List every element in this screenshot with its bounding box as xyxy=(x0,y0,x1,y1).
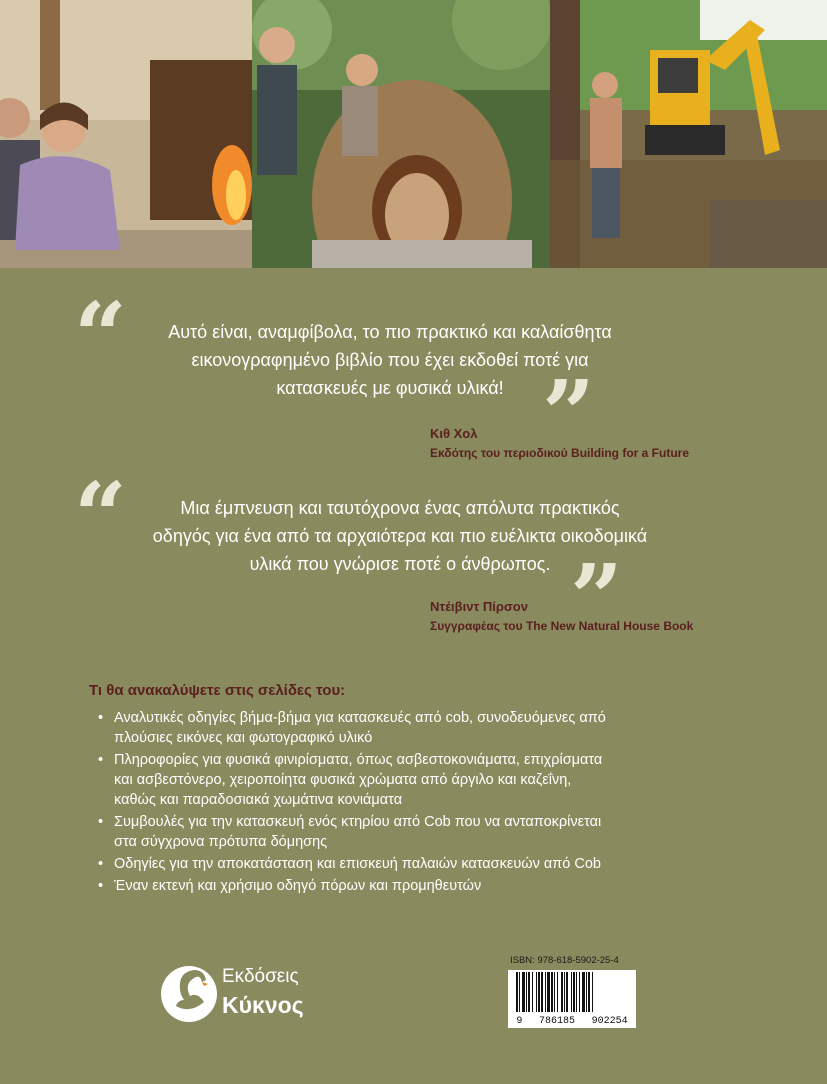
list-item-line: • Έναν εκτενή και χρήσιμο οδηγό πόρων και προμηθευτών xyxy=(114,878,482,894)
barcode-digit-group: 9 xyxy=(516,1016,523,1027)
quote-line: εικονογραφημένο βιβλίο που έχει εκδοθεί ποτέ για xyxy=(191,350,589,370)
list-item-line: • Οδηγίες για την αποκατάσταση και επισκευή παλαιών κατασκευών από Cob xyxy=(114,856,601,872)
quote-line: Μια έμπνευση και ταυτόχρονα ένας απόλυτα πρακτικός xyxy=(180,498,620,518)
photo-building-cob-oven xyxy=(252,0,550,268)
list-item-line: στα σύγχρονα πρότυπα δόμησης xyxy=(114,834,328,850)
list-item-line: καθώς και παραδοσιακά χωμάτινα κονιάματα xyxy=(114,792,403,808)
discover-list xyxy=(90,708,730,898)
quote-line: κατασκευές με φυσικά υλικά! xyxy=(276,378,504,398)
quote-line: υλικά που γνώρισε ποτέ ο άνθρωπος. xyxy=(249,554,551,574)
isbn-label: ISBN: 978-618-5902-25-4 xyxy=(510,955,619,966)
photo-couple-by-fireplace xyxy=(0,0,252,268)
barcode xyxy=(508,970,636,1028)
list-item-line: • Πληροφορίες για φυσικά φινιρίσματα, όπως ασβεστοκονιάματα, επιχρίσματα xyxy=(114,752,603,768)
list-item xyxy=(90,876,730,896)
publisher-name-line1: Εκδόσεις xyxy=(222,966,299,987)
close-quote-icon: ” xyxy=(570,544,623,652)
publisher-logo xyxy=(160,962,330,1026)
quote-1-author: Κιθ Χολ xyxy=(430,426,478,441)
barcode-digits xyxy=(508,1016,636,1027)
quote-2-role: Συγγραφέας του The New Natural House Book xyxy=(430,619,694,633)
quote-2-author: Ντέιβιντ Πίρσον xyxy=(430,599,528,614)
list-item xyxy=(90,708,730,748)
list-item-line: πλούσιες εικόνες και φωτογραφικό υλικό xyxy=(114,730,373,746)
list-item xyxy=(90,854,730,874)
photo-excavator-site xyxy=(550,0,827,268)
list-item xyxy=(90,750,730,810)
quote-1-role: Εκδότης του περιοδικού Building for a Future xyxy=(430,446,690,460)
barcode-bars xyxy=(508,972,636,1018)
photo-strip xyxy=(0,0,827,268)
list-item-line: • Αναλυτικές οδηγίες βήμα-βήμα για κατασκευές από cob, συνοδευόμενες από xyxy=(114,710,606,726)
barcode-digit-group: 902254 xyxy=(591,1016,628,1027)
list-item xyxy=(90,812,730,852)
quote-line: Αυτό είναι, αναμφίβολα, το πιο πρακτικό και καλαίσθητα xyxy=(168,322,612,342)
barcode-digit-group: 786185 xyxy=(538,1016,575,1027)
open-quote-icon: “ xyxy=(74,282,127,390)
open-quote-icon: “ xyxy=(74,462,127,570)
list-item-line: • Συμβουλές για την κατασκευή ενός κτηρίου από Cob που να ανταποκρίνεται xyxy=(114,814,602,830)
swan-logo-icon xyxy=(160,962,218,1026)
quote-line: οδηγός για ένα από τα αρχαιότερα και πιο ευέλικτα οικοδομικά xyxy=(152,526,648,546)
publisher-name-line2: Κύκνος xyxy=(222,992,304,1018)
discover-title: Τι θα ανακαλύψετε στις σελίδες του: xyxy=(89,682,346,699)
close-quote-icon: ” xyxy=(542,360,595,468)
list-item-line: και ασβεστόνερο, χειροποίητα φυσικά χρώματα από άργιλο και καζεΐνη, xyxy=(114,772,572,788)
